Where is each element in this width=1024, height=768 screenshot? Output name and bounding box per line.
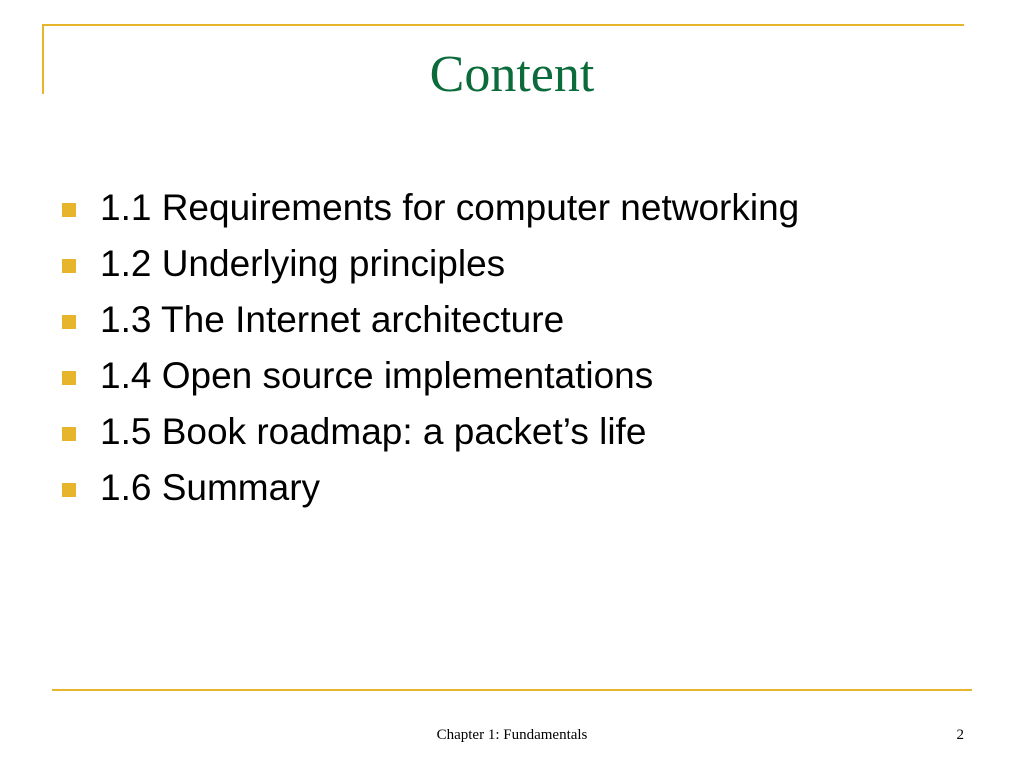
square-bullet-icon: [62, 259, 76, 273]
bullet-text: 1.6 Summary: [100, 467, 321, 508]
square-bullet-icon: [62, 203, 76, 217]
bullet-text: 1.1 Requirements for computer networking: [100, 187, 800, 228]
bullet-item: [62, 180, 799, 236]
bullet-text: 1.2 Underlying principles: [100, 243, 506, 284]
bullet-item: [62, 236, 799, 292]
bullet-text: 1.4 Open source implementations: [100, 355, 654, 396]
square-bullet-icon: [62, 371, 76, 385]
footer-rule: [52, 689, 972, 691]
square-bullet-icon: [62, 483, 76, 497]
square-bullet-icon: [62, 427, 76, 441]
slide-title: Content: [429, 46, 595, 103]
frame-top-rule: [42, 24, 964, 26]
bullet-text: 1.5 Book roadmap: a packet’s life: [100, 411, 647, 452]
bullet-item: [62, 460, 799, 516]
bullet-text: 1.3 The Internet architecture: [100, 299, 565, 340]
bullet-item: [62, 404, 799, 460]
square-bullet-icon: [62, 315, 76, 329]
bullet-list: [62, 180, 799, 516]
bullet-item: [62, 348, 799, 404]
page-number: 2: [956, 727, 964, 743]
footer-chapter-label: Chapter 1: Fundamentals: [436, 727, 588, 743]
bullet-item: [62, 292, 799, 348]
